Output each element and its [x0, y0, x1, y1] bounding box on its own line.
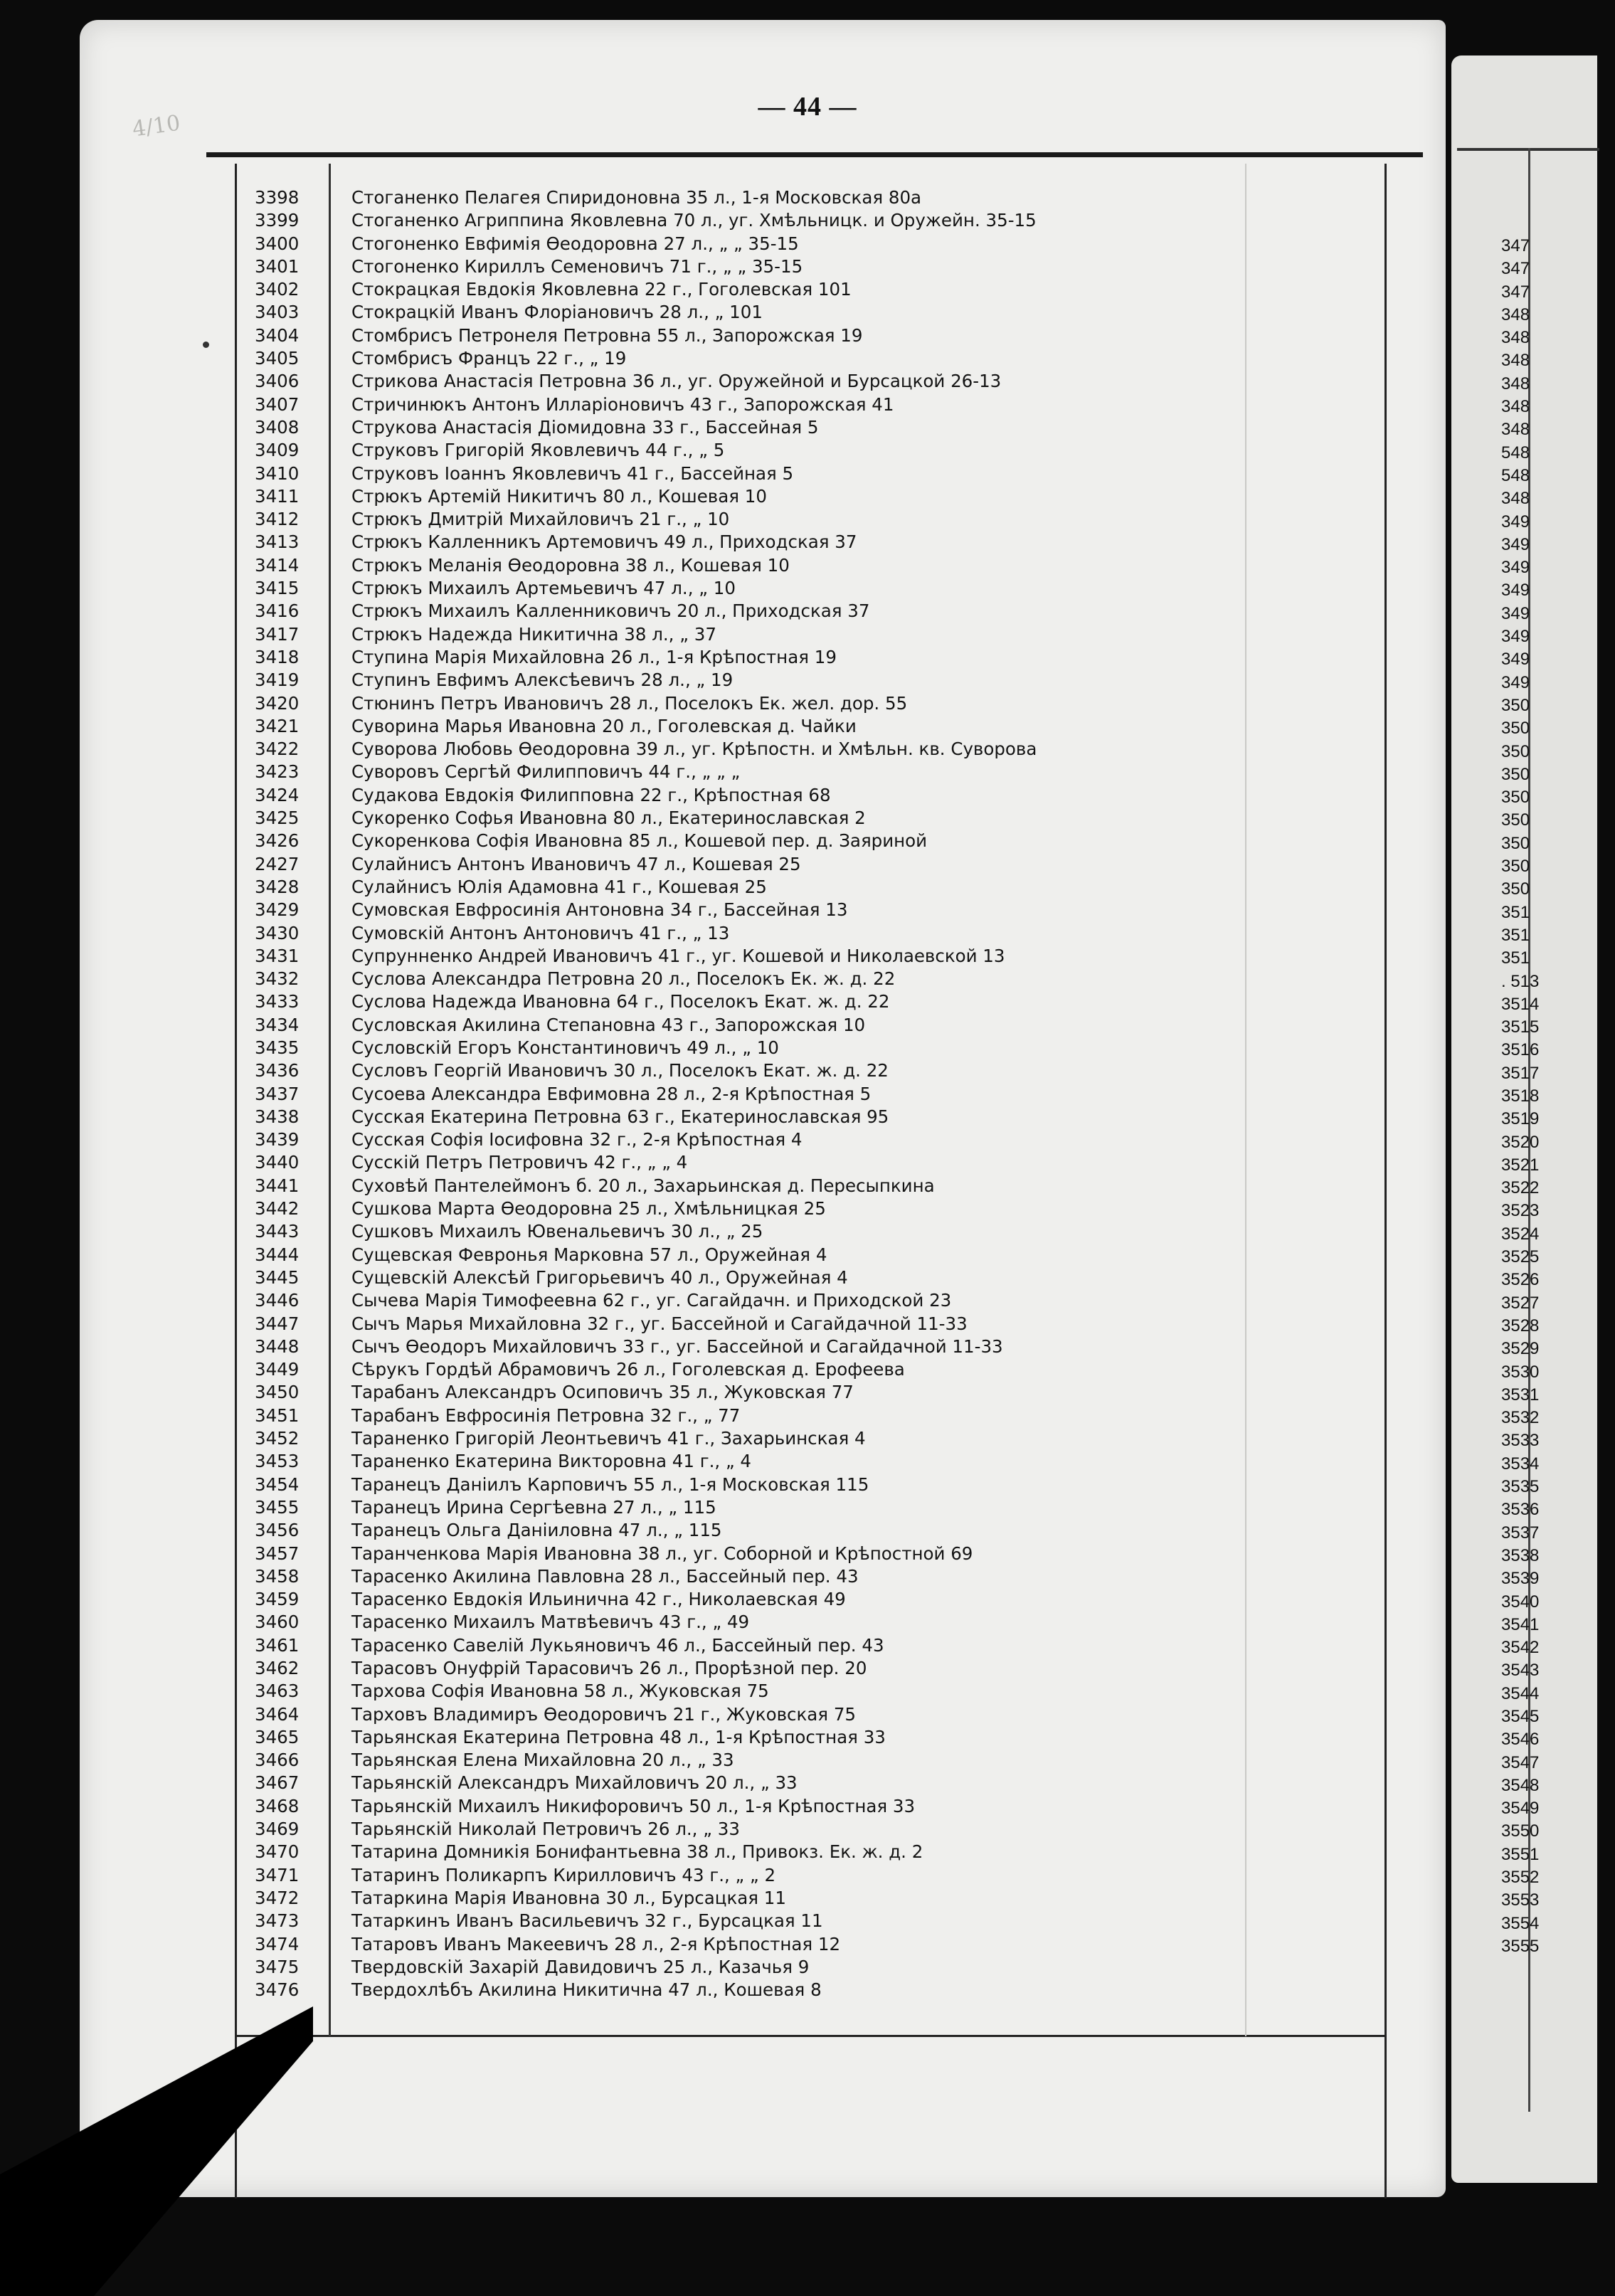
entry-text: Таранченкова Марія Ивановна 38 л., уг. Соборной и Крѣпостной 69: [351, 1543, 973, 1564]
next-page-number: 3547: [1501, 1752, 1540, 1772]
next-page-number: 3553: [1501, 1890, 1540, 1910]
entry-text: Сусская Екатерина Петровна 63 г., Екатеринославская 95: [351, 1106, 889, 1127]
next-page-number: 3545: [1501, 1707, 1540, 1726]
entry-text: Сусловская Акилина Степановна 43 г., Запорожская 10: [351, 1014, 866, 1035]
entry-text: Сущевская Февронья Марковна 57 л., Оружейная 4: [351, 1244, 827, 1265]
entry-text: Сусловъ Георгій Ивановичъ 30 л., Поселокъ Екат. ж. д. 22: [351, 1060, 889, 1081]
next-page-number: 3521: [1501, 1155, 1540, 1175]
next-page-number: 350: [1501, 879, 1530, 899]
entry-text: Сумовскій Антонъ Антоновичъ 41 г., „ 13: [351, 922, 730, 943]
entry-number: 3442: [255, 1198, 300, 1220]
entry-text: Стричинюкъ Антонъ Илларіоновичъ 43 г., Запорожская 41: [351, 393, 894, 415]
entry-number: 3465: [255, 1726, 300, 1747]
entry-text: Твердохлѣбъ Акилина Никитична 47 л., Кошевая 8: [351, 1979, 822, 2001]
next-page-number: 548: [1501, 443, 1530, 462]
entry-text: Стрюкъ Михаилъ Калленниковичъ 20 л., Приходская 37: [351, 601, 870, 622]
entry-number: 3431: [255, 945, 300, 966]
next-page-number: 3538: [1501, 1545, 1540, 1565]
frame-bottom-line: [235, 2035, 1387, 2037]
entry-text: Сычева Марія Тимофеевна 62 г., уг. Сагайдачн. и Приходской 23: [351, 1290, 952, 1311]
entry-number: 3438: [255, 1106, 300, 1127]
entry-text: Тарабанъ Евфросинія Петровна 32 г., „ 77: [351, 1404, 741, 1426]
entry-text: Стрикова Анастасія Петровна 36 л., уг. Оружейной и Бурсацкой 26-13: [351, 371, 1002, 392]
next-page-number: 348: [1501, 328, 1530, 348]
next-page-number: 3543: [1501, 1661, 1540, 1681]
entry-number: 3409: [255, 440, 300, 461]
margin-pencil-mark: 4/10: [130, 110, 182, 142]
entry-text: Тарьянскій Михаилъ Никифоровичъ 50 л., 1-я Крѣпостная 33: [351, 1795, 916, 1816]
entry-text: Тарасенко Акилина Павловна 28 л., Бассейный пер. 43: [351, 1565, 859, 1587]
entry-text: Стомбрисъ Францъ 22 г., „ 19: [351, 348, 627, 369]
entry-number: 3468: [255, 1795, 300, 1816]
next-page-number: 3522: [1501, 1178, 1540, 1198]
margin-dot: [203, 342, 209, 348]
entry-text: Тарховъ Владимиръ Ѳеодоровичъ 21 г., Жуковская 75: [351, 1703, 857, 1725]
entry-number: 3452: [255, 1428, 300, 1449]
entry-text: Таранецъ Ольга Даніиловна 47 л., „ 115: [351, 1520, 722, 1541]
next-page-number: 3544: [1501, 1683, 1540, 1703]
entry-number: 3437: [255, 1083, 300, 1104]
entry-number: 3420: [255, 692, 300, 714]
entry-text: Суховѣй Пантелеймонъ б. 20 л., Захарьинская д. Пересыпкина: [351, 1175, 935, 1196]
entry-number: 3398: [255, 187, 300, 208]
entry-number: 3450: [255, 1382, 300, 1403]
next-page-number: 348: [1501, 374, 1530, 393]
entry-text: Тарьянская Екатерина Петровна 48 л., 1-я Крѣпостная 33: [351, 1726, 886, 1747]
entry-text: Сукоренкова Софія Ивановна 85 л., Кошевой пер. д. Заяриной: [351, 830, 928, 852]
entry-number: 3439: [255, 1129, 300, 1150]
entry-number: 3424: [255, 784, 300, 805]
next-page-number: 3530: [1501, 1362, 1540, 1382]
entry-number: 3425: [255, 808, 300, 829]
entry-number: 3470: [255, 1841, 300, 1863]
entry-number: 3475: [255, 1956, 300, 1977]
next-page-number: 3519: [1501, 1109, 1540, 1129]
next-page-number: 348: [1501, 351, 1530, 371]
next-page-number: 348: [1501, 489, 1530, 509]
entry-number: 3435: [255, 1037, 300, 1058]
next-page-number: 3524: [1501, 1224, 1540, 1244]
entry-text: Стогоненко Евфимія Ѳеодоровна 27 л., „ „ 35-15: [351, 233, 799, 254]
entry-text: Татаровъ Иванъ Макеевичъ 28 л., 2-я Крѣпостная 12: [351, 1933, 841, 1954]
entry-text: Суворовъ Сергѣй Филипповичъ 44 г., „ „ „: [351, 761, 741, 783]
entry-number: 3406: [255, 371, 300, 392]
entry-text: Таранецъ Ирина Сергѣевна 27 л., „ 115: [351, 1496, 716, 1518]
entry-number: 3414: [255, 554, 300, 576]
next-page-number: 350: [1501, 810, 1530, 830]
entry-number: 3434: [255, 1014, 300, 1035]
next-page-number: 3541: [1501, 1614, 1540, 1634]
entry-number: 3451: [255, 1404, 300, 1426]
entry-number: 3448: [255, 1335, 300, 1357]
next-page-number: 3552: [1501, 1868, 1540, 1888]
entry-text: Сукоренко Софья Ивановна 80 л., Екатеринославская 2: [351, 808, 866, 829]
entry-number: 2427: [255, 853, 300, 874]
entry-text: Тарасенко Савелій Лукьяновичъ 46 л., Бассейный пер. 43: [351, 1634, 884, 1656]
entry-number: 3399: [255, 210, 300, 231]
entry-number: 3459: [255, 1589, 300, 1610]
next-page-number: 350: [1501, 857, 1530, 877]
entry-number: 3422: [255, 739, 300, 760]
entry-number: 3410: [255, 462, 300, 484]
entry-number: 3462: [255, 1658, 300, 1678]
entry-number: 3445: [255, 1266, 300, 1288]
entry-number: 3458: [255, 1565, 300, 1587]
entry-text: Суслова Александра Петровна 20 л., Поселокъ Ек. ж. д. 22: [351, 968, 896, 990]
entry-text: Татаринъ Поликарпъ Кирилловичъ 43 г., „ „ 2: [351, 1864, 776, 1885]
entry-number: 3472: [255, 1887, 300, 1908]
entry-number: 3404: [255, 324, 300, 346]
entry-text: Суворова Любовь Ѳеодоровна 39 л., уг. Крѣпостн. и Хмѣльн. кв. Суворова: [351, 739, 1037, 760]
next-page-number: 3535: [1501, 1477, 1540, 1497]
entry-text: Судакова Евдокія Филипповна 22 г., Крѣпостная 68: [351, 784, 831, 805]
next-page-number: 3531: [1501, 1385, 1540, 1404]
number-column-divider: [329, 164, 331, 2036]
next-page-number: 548: [1501, 465, 1530, 485]
entry-text: Сусловскій Егоръ Константиновичъ 49 л., „ 10: [351, 1037, 779, 1058]
entry-text: Сумовская Евфросинія Антоновна 34 г., Бассейная 13: [351, 899, 848, 921]
entry-text: Сушковъ Михаилъ Ювенальевичъ 30 л., „ 25: [351, 1221, 763, 1242]
next-page-number: 3551: [1501, 1844, 1540, 1864]
next-page-number: 3514: [1501, 994, 1540, 1014]
bleed-through-divider: [1245, 164, 1246, 2036]
entry-text: Сычъ Марья Михайловна 32 г., уг. Бассейной и Сагайдачной 11-33: [351, 1313, 968, 1334]
next-page-number: 3537: [1501, 1523, 1540, 1543]
entry-number: 3467: [255, 1772, 300, 1794]
entry-text: Стрюкъ Меланія Ѳеодоровна 38 л., Кошевая 10: [351, 554, 790, 576]
entry-text: Сущевскій Алексѣй Григорьевичъ 40 л., Оружейная 4: [351, 1266, 848, 1288]
entry-text: Струковъ Григорій Яковлевичъ 44 г., „ 5: [351, 440, 725, 461]
next-page-number: 350: [1501, 695, 1530, 715]
next-page-number: 351: [1501, 948, 1530, 968]
entry-number: 3473: [255, 1910, 300, 1932]
entry-text: Таранецъ Даніилъ Карповичъ 55 л., 1-я Московская 115: [351, 1474, 869, 1495]
entry-text: Сусоева Александра Евфимовна 28 л., 2-я Крѣпостная 5: [351, 1083, 872, 1104]
entry-number: 3446: [255, 1290, 300, 1311]
next-page-number: 347: [1501, 236, 1530, 255]
next-page-number: 3550: [1501, 1821, 1540, 1841]
entry-text: Стрюкъ Надежда Никитична 38 л., „ 37: [351, 623, 716, 645]
entry-number: 3400: [255, 233, 300, 254]
entry-text: Ступинъ Евфимъ Алексѣевичъ 28 л., „ 19: [351, 670, 734, 691]
next-page-number: 3534: [1501, 1454, 1540, 1474]
entry-number: 3436: [255, 1060, 300, 1081]
next-page-number: 349: [1501, 534, 1530, 554]
entry-text: Стрюкъ Артемій Никитичъ 80 л., Кошевая 10: [351, 485, 767, 507]
entry-text: Татаркина Марія Ивановна 30 л., Бурсацкая 11: [351, 1887, 786, 1908]
next-page-number: 348: [1501, 420, 1530, 440]
entry-number: 3426: [255, 830, 300, 852]
entry-number: 3471: [255, 1864, 300, 1885]
next-page-number: 3517: [1501, 1063, 1540, 1083]
entry-number: 3407: [255, 393, 300, 415]
entry-number: 3403: [255, 302, 300, 323]
next-page-number: 3533: [1501, 1431, 1540, 1451]
next-page-number: 3546: [1501, 1730, 1540, 1750]
frame-right-line: [1384, 164, 1387, 2199]
frame-left-line: [235, 164, 237, 2199]
next-page-number: 3526: [1501, 1270, 1540, 1290]
entry-number: 3430: [255, 922, 300, 943]
next-page-number: 3549: [1501, 1799, 1540, 1819]
next-page-number: 349: [1501, 672, 1530, 692]
entry-text: Стрюкъ Дмитрій Михайловичъ 21 г., „ 10: [351, 509, 730, 530]
next-page-number: 3555: [1501, 1936, 1540, 1956]
entry-text: Сѣрукъ Гордѣй Абрамовичъ 26 л., Гоголевская д. Ерофеева: [351, 1359, 905, 1380]
entry-number: 3416: [255, 601, 300, 622]
entry-number: 3413: [255, 531, 300, 553]
entry-text: Тархова Софія Ивановна 58 л., Жуковская 75: [351, 1681, 769, 1702]
next-page-number: 350: [1501, 764, 1530, 784]
entry-number: 3461: [255, 1634, 300, 1656]
next-page-number: 349: [1501, 603, 1530, 623]
entry-number: 3457: [255, 1543, 300, 1564]
entry-number: 3408: [255, 416, 300, 438]
entry-text: Суслова Надежда Ивановна 64 г., Поселокъ Екат. ж. д. 22: [351, 991, 890, 1012]
entry-number: 3440: [255, 1152, 300, 1173]
entry-number: 3464: [255, 1703, 300, 1725]
entry-number: 3443: [255, 1221, 300, 1242]
next-page-number: 350: [1501, 719, 1530, 739]
next-page-number: 3529: [1501, 1339, 1540, 1359]
entry-number: 3474: [255, 1933, 300, 1954]
next-page-number: 349: [1501, 512, 1530, 531]
entry-number: 3412: [255, 509, 300, 530]
next-page-number: 3520: [1501, 1132, 1540, 1152]
entry-text: Сушкова Марта Ѳеодоровна 25 л., Хмѣльницкая 25: [351, 1198, 826, 1220]
entry-text: Сулайнисъ Антонъ Ивановичъ 47 л., Кошевая 25: [351, 853, 801, 874]
entry-text: Стрюкъ Калленникъ Артемовичъ 49 л., Приходская 37: [351, 531, 857, 553]
entry-number: 3419: [255, 670, 300, 691]
next-page-number: 3516: [1501, 1040, 1540, 1060]
next-page-number: 3540: [1501, 1592, 1540, 1612]
entry-number: 3405: [255, 348, 300, 369]
entry-text: Ступина Марія Михайловна 26 л., 1-я Крѣпостная 19: [351, 646, 837, 667]
entry-text: Тарасенко Евдокія Ильинична 42 г., Николаевская 49: [351, 1589, 846, 1610]
entry-number: 3444: [255, 1244, 300, 1265]
entry-number: 3449: [255, 1359, 300, 1380]
entry-number: 3463: [255, 1681, 300, 1702]
next-page-number: 3554: [1501, 1913, 1540, 1933]
entry-text: Тарасенко Михаилъ Матвѣевичъ 43 г., „ 49: [351, 1612, 750, 1633]
entry-number: 3476: [255, 1979, 300, 2001]
next-page-number: 349: [1501, 558, 1530, 578]
entry-text: Стрюкъ Михаилъ Артемьевичъ 47 л., „ 10: [351, 578, 736, 599]
next-page-number: 349: [1501, 627, 1530, 647]
entry-number: 3418: [255, 646, 300, 667]
entry-text: Стоганенко Пелагея Спиридоновна 35 л., 1-я Московская 80а: [351, 187, 922, 208]
entry-text: Татарина Домникія Бонифантьевна 38 л., Привокз. Ек. ж. д. 2: [351, 1841, 923, 1863]
next-page-number: 347: [1501, 259, 1530, 279]
next-page-number: . 513: [1501, 971, 1540, 991]
entry-text: Сусскій Петръ Петровичъ 42 г., „ „ 4: [351, 1152, 688, 1173]
entry-number: 3432: [255, 968, 300, 990]
next-page-number: 3542: [1501, 1638, 1540, 1658]
entry-number: 3415: [255, 578, 300, 599]
entry-text: Сулайнисъ Юлія Адамовна 41 г., Кошевая 25: [351, 876, 767, 897]
entry-number: 3428: [255, 876, 300, 897]
next-page-number: 3536: [1501, 1500, 1540, 1520]
next-page-number: 3515: [1501, 1017, 1540, 1037]
entry-text: Сычъ Ѳеодоръ Михайловичъ 33 г., уг. Бассейной и Сагайдачной 11-33: [351, 1335, 1003, 1357]
entry-text: Суворина Марья Ивановна 20 л., Гоголевская д. Чайки: [351, 715, 857, 736]
entry-text: Супрунненко Андрей Ивановичъ 41 г., уг. Кошевой и Николаевской 13: [351, 945, 1005, 966]
entry-number: 3455: [255, 1496, 300, 1518]
entry-number: 3447: [255, 1313, 300, 1334]
next-page-number: 349: [1501, 581, 1530, 601]
entry-number: 3469: [255, 1819, 300, 1840]
entry-text: Стогоненко Кириллъ Семеновичъ 71 г., „ „ 35-15: [351, 255, 803, 277]
entry-text: Тарабанъ Александръ Осиповичъ 35 л., Жуковская 77: [351, 1382, 854, 1403]
entry-text: Тарьянскій Николай Петровичъ 26 л., „ 33: [351, 1819, 740, 1840]
next-page-number: 350: [1501, 788, 1530, 808]
next-page-number: 348: [1501, 305, 1530, 324]
entry-number: 3460: [255, 1612, 300, 1633]
entry-number: 3466: [255, 1750, 300, 1771]
next-page-number: 351: [1501, 902, 1530, 922]
next-page-number: 350: [1501, 741, 1530, 761]
next-page-number: 351: [1501, 925, 1530, 945]
entry-number: 3417: [255, 623, 300, 645]
entry-text: Стокрацкій Иванъ Флоріановичъ 28 л., „ 101: [351, 302, 763, 323]
entry-text: Стюнинъ Петръ Ивановичъ 28 л., Поселокъ Ек. жел. дор. 55: [351, 692, 908, 714]
next-page-number: 3528: [1501, 1316, 1540, 1335]
entry-number: 3454: [255, 1474, 300, 1495]
entry-number: 3421: [255, 715, 300, 736]
header-rule: [206, 152, 1423, 157]
next-page-number: 3518: [1501, 1086, 1540, 1106]
entry-number: 3453: [255, 1451, 300, 1472]
entry-text: Струкова Анастасія Діомидовна 33 г., Бассейная 5: [351, 416, 819, 438]
next-page-number-column: [1501, 235, 1539, 1958]
entry-text: Тарьянская Елена Михайловна 20 л., „ 33: [351, 1750, 734, 1771]
entry-text: Стомбрисъ Петронеля Петровна 55 л., Запорожская 19: [351, 324, 863, 346]
entry-number: 3433: [255, 991, 300, 1012]
next-page-number: 3525: [1501, 1247, 1540, 1267]
entry-number: 3401: [255, 255, 300, 277]
entry-number: 3456: [255, 1520, 300, 1541]
entry-number: 3429: [255, 899, 300, 921]
next-page-number: 3523: [1501, 1201, 1540, 1221]
entry-text: Стокрацкая Евдокія Яковлевна 22 г., Гоголевская 101: [351, 279, 852, 300]
entry-number: 3441: [255, 1175, 300, 1196]
next-page-number: 3527: [1501, 1293, 1540, 1313]
next-page-number: 350: [1501, 833, 1530, 853]
entry-number: 3423: [255, 761, 300, 783]
entry-text: Стоганенко Агриппина Яковлевна 70 л., уг. Хмѣльницк. и Оружейн. 35-15: [351, 210, 1037, 231]
entry-text: Татаркинъ Иванъ Васильевичъ 32 г., Бурсацкая 11: [351, 1910, 823, 1932]
page-number: — 44 —: [758, 92, 857, 122]
next-page-number: 348: [1501, 397, 1530, 417]
next-page-number: 349: [1501, 650, 1530, 670]
entry-text: Тараненко Григорій Леонтьевичъ 41 г., Захарьинская 4: [351, 1428, 866, 1449]
entry-number: 3402: [255, 279, 300, 300]
entry-text: Твердовскій Захарій Давидовичъ 25 л., Казачья 9: [351, 1956, 810, 1977]
entry-text: Тарьянскій Александръ Михайловичъ 20 л., „ 33: [351, 1772, 798, 1794]
next-page-number: 3548: [1501, 1775, 1540, 1795]
entry-text: Сусская Софія Іосифовна 32 г., 2-я Крѣпостная 4: [351, 1129, 803, 1150]
next-page-number: 3539: [1501, 1569, 1540, 1589]
next-page-number: 347: [1501, 282, 1530, 302]
entry-number: 3411: [255, 485, 300, 507]
next-page-number: 3532: [1501, 1408, 1540, 1428]
next-page-edge: [1451, 55, 1597, 2183]
entry-text: Тараненко Екатерина Викторовна 41 г., „ 4: [351, 1451, 752, 1472]
entry-text: Струковъ Іоаннъ Яковлевичъ 41 г., Бассейная 5: [351, 462, 794, 484]
entry-text: Тарасовъ Онуфрій Тарасовичъ 26 л., Прорѣзной пер. 20: [351, 1658, 867, 1678]
